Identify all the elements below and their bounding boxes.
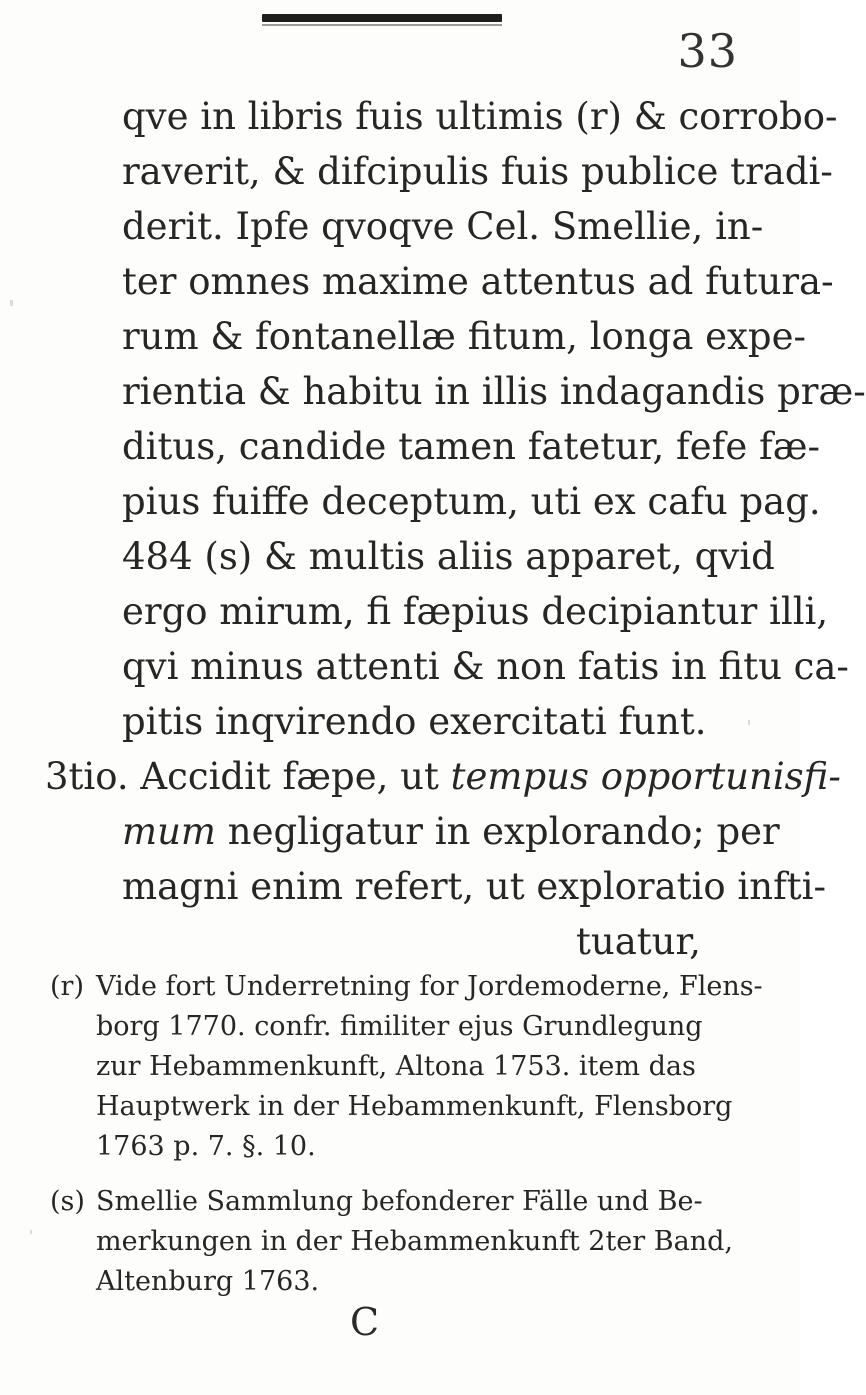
- text-line: rum & fontanellæ fitum, longa expe-: [122, 315, 806, 358]
- footnote-line: Smellie Sammlung befonderer Fälle und Be-: [96, 1186, 703, 1217]
- italic-phrase: mum: [122, 810, 216, 853]
- text-span: Accidit fæpe, ut: [140, 755, 439, 798]
- text-line: pius fuiffe deceptum, uti ex cafu pag.: [122, 480, 821, 523]
- text-line: qve in libris fuis ultimis (r) & corrobo-: [122, 95, 838, 138]
- footnote-line: merkungen in der Hebammenkunft 2ter Band,: [96, 1226, 733, 1257]
- footnote-line: Vide fort Underretning for Jordemoderne, Flens-: [96, 971, 763, 1002]
- paper-speck: [30, 1230, 32, 1234]
- text-line: magni enim refert, ut exploratio infti-: [122, 865, 826, 908]
- text-line: ditus, candide tamen fatetur, fefe fæ-: [122, 425, 820, 468]
- text-line: tuatur,: [576, 920, 701, 963]
- text-line: raverit, & difcipulis fuis publice tradi-: [122, 150, 833, 193]
- text-line: ter omnes maxime attentus ad futura-: [122, 260, 834, 303]
- header-rule: [262, 14, 502, 22]
- footnote-line: Altenburg 1763.: [96, 1266, 320, 1297]
- text-span: negligatur in explorando; per: [227, 810, 780, 853]
- footnote-line: 1763 p. 7. §. 10.: [96, 1131, 316, 1162]
- footnote-line: borg 1770. confr. fimiliter ejus Grundlegung: [96, 1011, 703, 1042]
- paper-speck: [748, 720, 750, 725]
- text-line: ergo mirum, fi fæpius decipiantur illi,: [122, 590, 829, 633]
- footnote-label-r: (r): [50, 971, 84, 1002]
- text-line: pitis inqvirendo exercitati funt.: [122, 700, 707, 743]
- text-line: qvi minus attenti & non fatis in fitu ca-: [122, 645, 849, 688]
- text-line: derit. Ipfe qvoqve Cel. Smellie, in-: [122, 205, 764, 248]
- footnote-line: zur Hebammenkunft, Altona 1753. item das: [96, 1051, 696, 1082]
- text-line: rientia & habitu in illis indagandis præ-: [122, 370, 866, 413]
- text-line: [122, 805, 780, 859]
- footnote-label-s: (s): [50, 1186, 85, 1217]
- paper-speck: [10, 300, 13, 306]
- footnote-line: Hauptwerk in der Hebammenkunft, Flensborg: [96, 1091, 733, 1122]
- paragraph-3-first-line: [45, 750, 841, 804]
- text-line: 484 (s) & multis aliis apparet, qvid: [122, 535, 775, 578]
- italic-phrase: tempus opportunisfi-: [450, 755, 841, 798]
- page-number: 33: [677, 24, 738, 78]
- catchword: C: [350, 1300, 380, 1344]
- paragraph-marker: 3tio.: [45, 755, 129, 798]
